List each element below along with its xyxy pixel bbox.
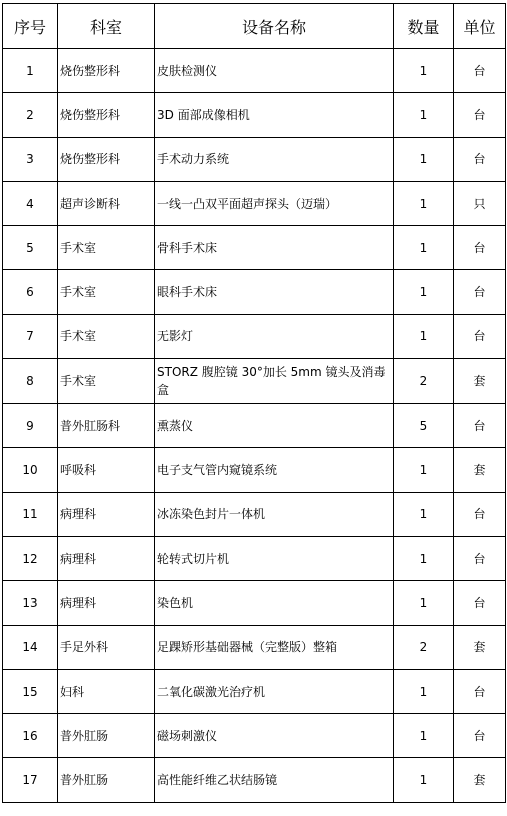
table-row: [3, 137, 506, 181]
cell-no: 5: [3, 226, 58, 270]
cell-no: 11: [3, 492, 58, 536]
cell-no: 3: [3, 137, 58, 181]
cell-no: 15: [3, 669, 58, 713]
cell-equipment-name: 骨科手术床: [155, 226, 394, 270]
cell-unit: 套: [454, 359, 506, 404]
cell-equipment-name: 一线一凸双平面超声探头（迈瑞）: [155, 181, 394, 225]
cell-no: 12: [3, 536, 58, 580]
cell-unit: 台: [454, 49, 506, 93]
cell-quantity: 1: [394, 49, 454, 93]
header-department: 科室: [58, 4, 155, 49]
table-row: [3, 314, 506, 358]
table-row: [3, 181, 506, 225]
cell-no: 8: [3, 359, 58, 404]
cell-unit: 套: [454, 448, 506, 492]
table-row: [3, 49, 506, 93]
cell-unit: 台: [454, 137, 506, 181]
cell-quantity: 1: [394, 226, 454, 270]
cell-equipment-name: 3D 面部成像相机: [155, 93, 394, 137]
cell-department: 烧伤整形科: [58, 137, 155, 181]
cell-unit: 台: [454, 714, 506, 758]
cell-no: 13: [3, 581, 58, 625]
cell-equipment-name: STORZ 腹腔镜 30°加长 5mm 镜头及消毒盒: [155, 359, 394, 404]
cell-unit: 台: [454, 536, 506, 580]
cell-quantity: 5: [394, 404, 454, 448]
cell-department: 手术室: [58, 270, 155, 314]
cell-quantity: 1: [394, 581, 454, 625]
cell-quantity: 1: [394, 137, 454, 181]
table-row: [3, 448, 506, 492]
cell-department: 妇科: [58, 669, 155, 713]
cell-equipment-name: 电子支气管内窥镜系统: [155, 448, 394, 492]
cell-quantity: 2: [394, 359, 454, 404]
cell-no: 4: [3, 181, 58, 225]
cell-quantity: 1: [394, 181, 454, 225]
cell-equipment-name: 无影灯: [155, 314, 394, 358]
table-row: [3, 270, 506, 314]
table-row: [3, 669, 506, 713]
cell-department: 普外肛肠科: [58, 404, 155, 448]
cell-quantity: 2: [394, 625, 454, 669]
cell-no: 17: [3, 758, 58, 802]
table-row: [3, 359, 506, 404]
cell-no: 2: [3, 93, 58, 137]
table-row: [3, 93, 506, 137]
cell-department: 手足外科: [58, 625, 155, 669]
cell-equipment-name: 皮肤检测仪: [155, 49, 394, 93]
cell-department: 普外肛肠: [58, 758, 155, 802]
cell-no: 1: [3, 49, 58, 93]
cell-quantity: 1: [394, 314, 454, 358]
cell-no: 10: [3, 448, 58, 492]
cell-department: 病理科: [58, 492, 155, 536]
cell-no: 16: [3, 714, 58, 758]
table-row: [3, 404, 506, 448]
cell-equipment-name: 手术动力系统: [155, 137, 394, 181]
table-row: [3, 492, 506, 536]
header-no: 序号: [3, 4, 58, 49]
cell-quantity: 1: [394, 93, 454, 137]
cell-quantity: 1: [394, 536, 454, 580]
cell-equipment-name: 高性能纤维乙状结肠镜: [155, 758, 394, 802]
cell-unit: 套: [454, 625, 506, 669]
table-row: [3, 714, 506, 758]
cell-unit: 台: [454, 669, 506, 713]
cell-equipment-name: 足踝矫形基础器械（完整版）整箱: [155, 625, 394, 669]
cell-department: 普外肛肠: [58, 714, 155, 758]
cell-equipment-name: 二氧化碳激光治疗机: [155, 669, 394, 713]
cell-department: 手术室: [58, 314, 155, 358]
table-header-row: [3, 4, 506, 49]
cell-no: 9: [3, 404, 58, 448]
cell-quantity: 1: [394, 669, 454, 713]
cell-quantity: 1: [394, 270, 454, 314]
table-row: [3, 625, 506, 669]
cell-unit: 只: [454, 181, 506, 225]
header-unit: 单位: [454, 4, 506, 49]
cell-unit: 套: [454, 758, 506, 802]
cell-unit: 台: [454, 404, 506, 448]
header-quantity: 数量: [394, 4, 454, 49]
cell-unit: 台: [454, 93, 506, 137]
cell-department: 烧伤整形科: [58, 93, 155, 137]
cell-equipment-name: 眼科手术床: [155, 270, 394, 314]
cell-equipment-name: 熏蒸仪: [155, 404, 394, 448]
cell-equipment-name: 染色机: [155, 581, 394, 625]
cell-quantity: 1: [394, 492, 454, 536]
table-row: [3, 758, 506, 802]
cell-equipment-name: 磁场刺激仪: [155, 714, 394, 758]
cell-no: 14: [3, 625, 58, 669]
cell-quantity: 1: [394, 758, 454, 802]
cell-department: 手术室: [58, 359, 155, 404]
cell-department: 手术室: [58, 226, 155, 270]
cell-department: 超声诊断科: [58, 181, 155, 225]
cell-department: 病理科: [58, 536, 155, 580]
cell-unit: 台: [454, 226, 506, 270]
cell-department: 烧伤整形科: [58, 49, 155, 93]
table-row: [3, 581, 506, 625]
cell-unit: 台: [454, 314, 506, 358]
cell-unit: 台: [454, 581, 506, 625]
cell-no: 7: [3, 314, 58, 358]
cell-quantity: 1: [394, 448, 454, 492]
cell-unit: 台: [454, 492, 506, 536]
cell-department: 病理科: [58, 581, 155, 625]
cell-unit: 台: [454, 270, 506, 314]
equipment-table: [2, 3, 506, 803]
cell-no: 6: [3, 270, 58, 314]
table-row: [3, 226, 506, 270]
header-equipment-name: 设备名称: [155, 4, 394, 49]
cell-equipment-name: 冰冻染色封片一体机: [155, 492, 394, 536]
cell-department: 呼吸科: [58, 448, 155, 492]
cell-equipment-name: 轮转式切片机: [155, 536, 394, 580]
table-row: [3, 536, 506, 580]
cell-quantity: 1: [394, 714, 454, 758]
